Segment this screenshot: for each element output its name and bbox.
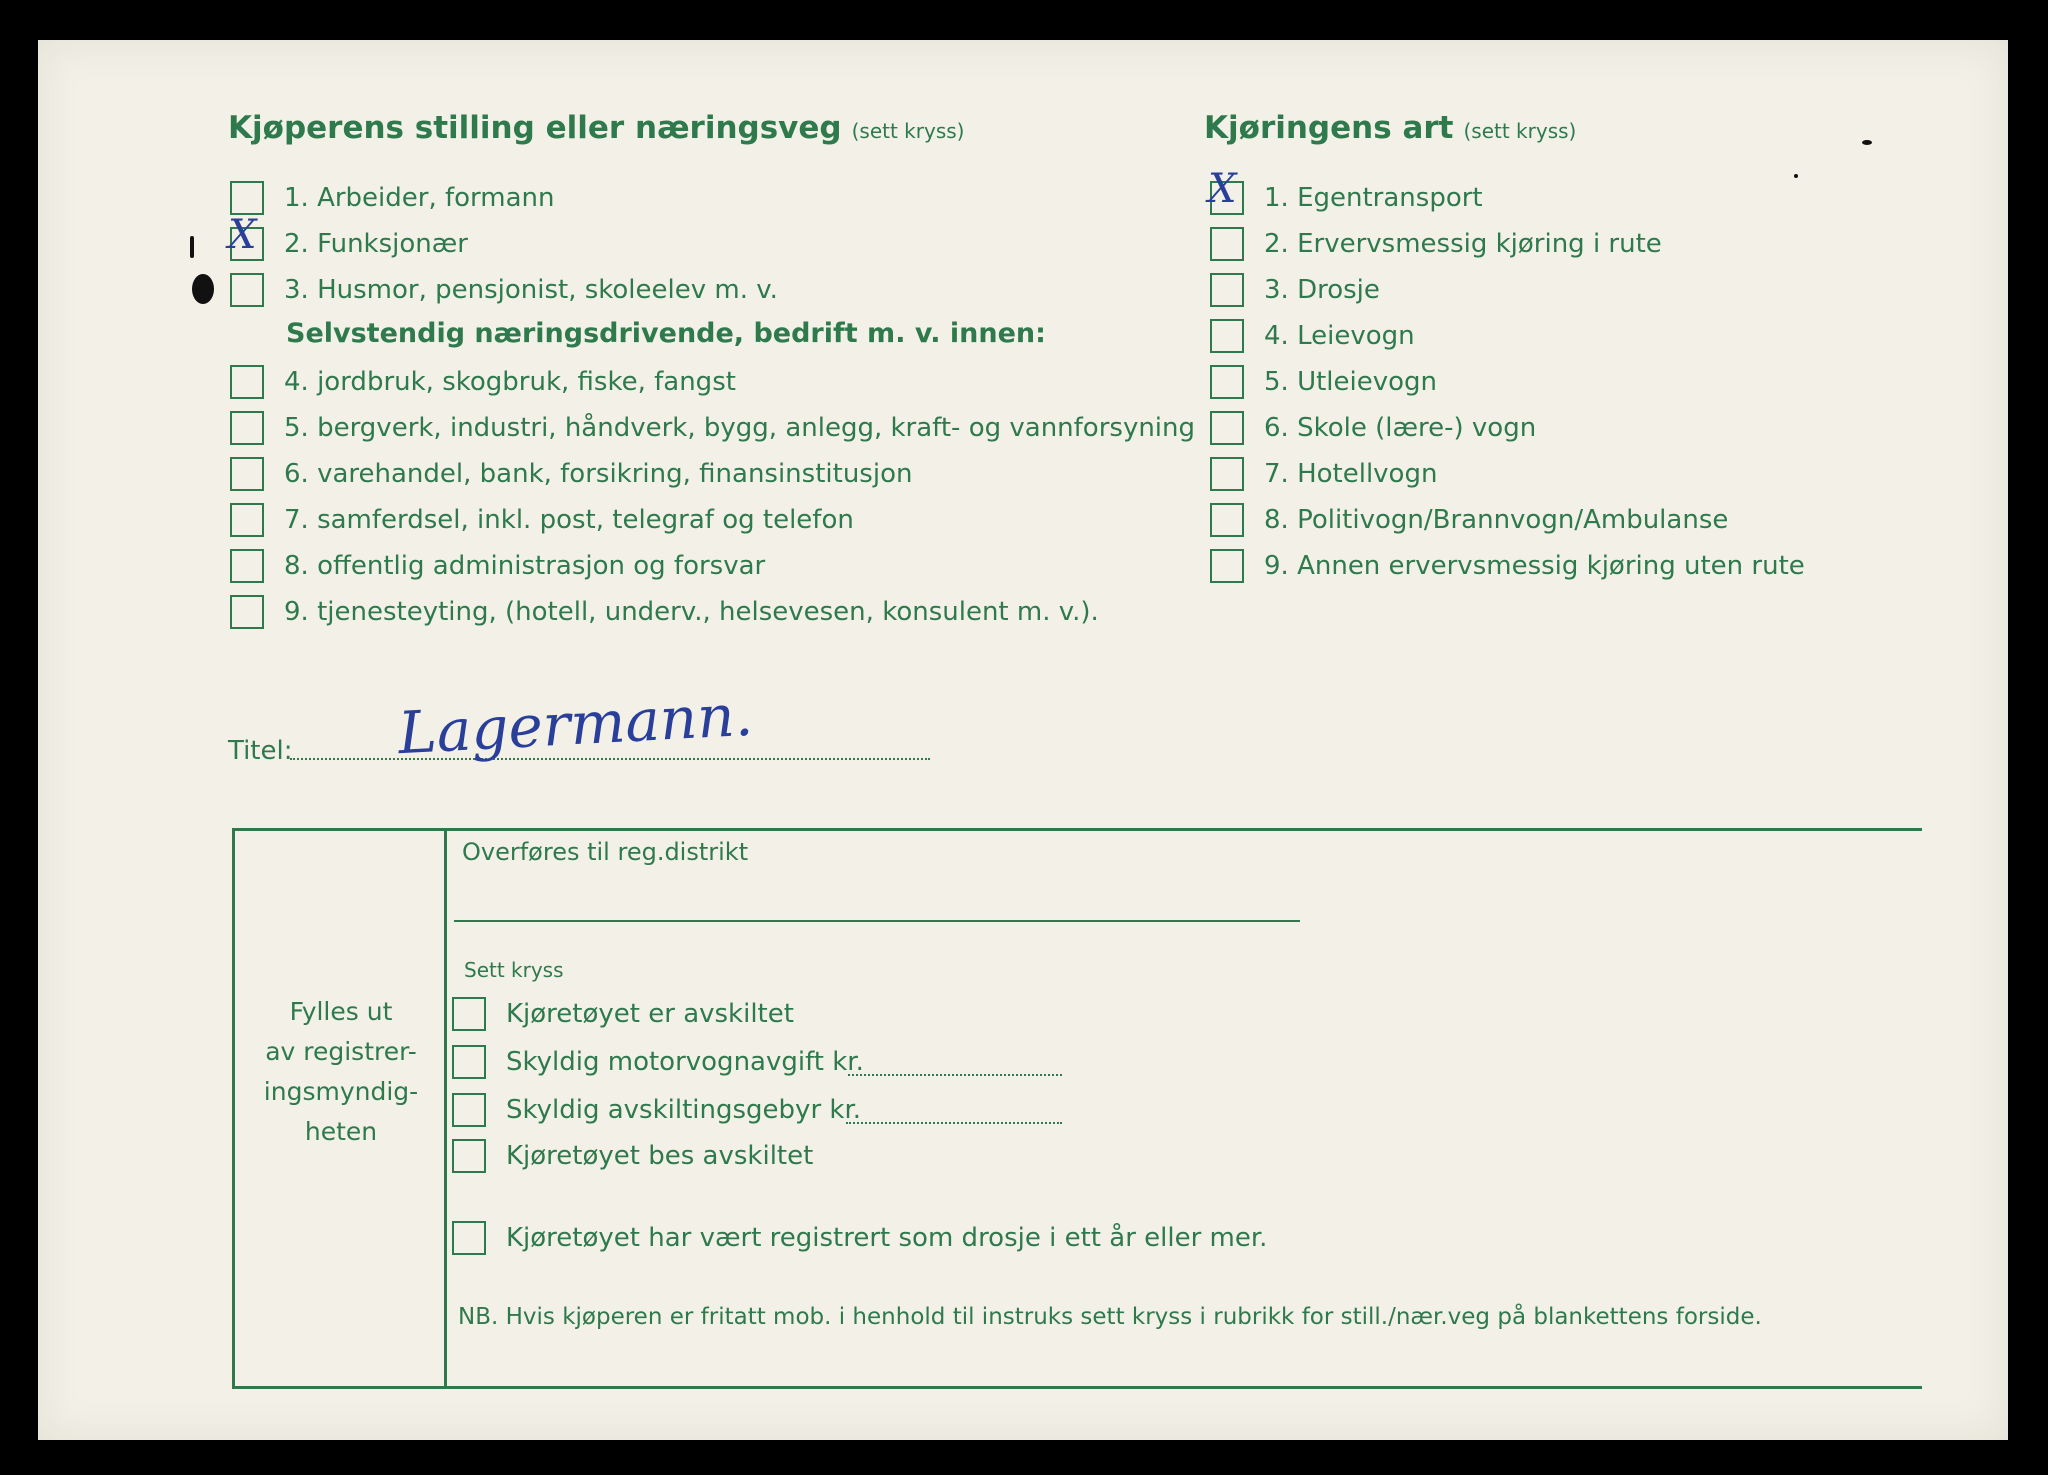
transport-type-option-8[interactable] (1210, 502, 1728, 538)
ink-speck (1862, 140, 1872, 145)
occupation-option-3[interactable] (230, 272, 778, 308)
right-title-note: (sett kryss) (1463, 119, 1577, 143)
checkbox[interactable] (452, 997, 486, 1031)
option-label: Kjøretøyet bes avskiltet (506, 1141, 814, 1171)
option-label: 1. Egentransport (1264, 183, 1483, 213)
transfer-district-label: Overføres til reg.distrikt (462, 838, 749, 866)
handwritten-check-mark: X (228, 212, 257, 258)
fill-label-line: heten (304, 1117, 378, 1146)
checkbox[interactable] (230, 549, 264, 583)
checkbox-checked[interactable] (1208, 166, 1244, 215)
checkbox[interactable] (230, 595, 264, 629)
handwritten-check-mark: X (1208, 166, 1237, 212)
option-label: 5. bergverk, industri, håndverk, bygg, anlegg, kraft- og vannforsyning (284, 413, 1196, 443)
occupation-option-2[interactable] (228, 212, 468, 262)
option-label: 8. offentlig administrasjon og forsvar (284, 551, 766, 581)
checkbox[interactable] (230, 365, 264, 399)
fill-label-line: av registrer- (265, 1037, 417, 1066)
checkbox[interactable] (1210, 227, 1244, 261)
option-label: 6. varehandel, bank, forsikring, finansinstitusjon (284, 459, 913, 489)
option-label: 9. tjenesteyting, (hotell, underv., helsevesen, konsulent m. v.). (284, 597, 1099, 627)
option-label: 7. samferdsel, inkl. post, telegraf og telefon (284, 505, 854, 535)
option-label: 3. Drosje (1264, 275, 1380, 305)
option-label: 1. Arbeider, formann (284, 183, 555, 213)
checkbox[interactable] (452, 1139, 486, 1173)
fill-label-line: ingsmyndig- (263, 1077, 419, 1106)
reg-box-divider (444, 828, 447, 1389)
reg-check-taxi-one-year[interactable] (452, 1220, 1267, 1256)
ink-mark (190, 236, 194, 258)
ink-blot (192, 274, 214, 304)
transport-type-option-7[interactable] (1210, 456, 1437, 492)
fill-label-line: Fylles ut (289, 997, 393, 1026)
vehicle-tax-amount-line[interactable] (848, 1074, 1062, 1076)
form-sheet (38, 40, 2008, 1440)
occupation-option-5[interactable] (230, 410, 1195, 446)
option-label: 9. Annen ervervsmessig kjøring uten rute (1264, 551, 1805, 581)
checkbox[interactable] (1210, 549, 1244, 583)
transport-type-option-9[interactable] (1210, 548, 1805, 584)
option-label: 3. Husmor, pensjonist, skoleelev m. v. (284, 275, 778, 305)
option-label: 8. Politivogn/Brannvogn/Ambulanse (1264, 505, 1729, 535)
checkbox[interactable] (452, 1221, 486, 1255)
checkbox[interactable] (1210, 365, 1244, 399)
checkbox[interactable] (230, 503, 264, 537)
reg-box-bottom-border (232, 1386, 1922, 1389)
option-label: 7. Hotellvogn (1264, 459, 1438, 489)
occupation-option-7[interactable] (230, 502, 854, 538)
left-title-note: (sett kryss) (851, 119, 965, 143)
left-title-text: Kjøperens stilling eller næringsveg (228, 110, 842, 146)
nb-note: NB. Hvis kjøperen er fritatt mob. i henhold til instruks sett kryss i rubrikk for still./nær.veg på blankettens forside. (458, 1304, 1762, 1330)
right-title-text: Kjøringens art (1204, 110, 1454, 146)
titel-label: Titel: (228, 736, 293, 766)
option-label: Skyldig avskiltingsgebyr kr. (506, 1095, 862, 1125)
checkbox-checked[interactable] (228, 212, 264, 261)
option-label: 5. Utleievogn (1264, 367, 1438, 397)
transport-type-option-5[interactable] (1210, 364, 1437, 400)
checkbox[interactable] (452, 1093, 486, 1127)
checkbox[interactable] (1210, 319, 1244, 353)
option-label: 2. Ervervsmessig kjøring i rute (1264, 229, 1662, 259)
option-label: Skyldig motorvognavgift kr. (506, 1047, 864, 1077)
transport-type-option-6[interactable] (1210, 410, 1536, 446)
fill-in-by-authority-label (238, 992, 444, 1152)
reg-box-top-border (232, 828, 1922, 831)
transport-type-option-4[interactable] (1210, 318, 1415, 354)
option-label: Kjøretøyet er avskiltet (506, 999, 794, 1029)
checkbox[interactable] (452, 1045, 486, 1079)
option-label: 4. jordbruk, skogbruk, fiske, fangst (284, 367, 736, 397)
reg-check-deregistered[interactable] (452, 996, 794, 1032)
option-label: 2. Funksjonær (284, 229, 468, 259)
option-label: 4. Leievogn (1264, 321, 1415, 351)
transfer-district-line[interactable] (454, 920, 1300, 922)
titel-dotted-line (290, 758, 930, 760)
occupation-option-6[interactable] (230, 456, 912, 492)
titel-handwritten-value[interactable]: Lagermann. (396, 680, 755, 768)
occupation-option-4[interactable] (230, 364, 736, 400)
reg-check-request-deregister[interactable] (452, 1138, 813, 1174)
transport-type-option-3[interactable] (1210, 272, 1380, 308)
checkbox[interactable] (230, 273, 264, 307)
option-label: 6. Skole (lære-) vogn (1264, 413, 1537, 443)
self-employed-subheading: Selvstendig næringsdrivende, bedrift m. v. innen: (286, 318, 1046, 349)
sett-kryss-label: Sett kryss (464, 958, 564, 982)
left-section-title (228, 110, 964, 146)
checkbox[interactable] (1210, 411, 1244, 445)
reg-check-plate-fee[interactable] (452, 1092, 861, 1128)
occupation-option-9[interactable] (230, 594, 1099, 630)
ink-speck (1794, 174, 1798, 178)
transport-type-option-2[interactable] (1210, 226, 1662, 262)
occupation-option-8[interactable] (230, 548, 765, 584)
transport-type-option-1[interactable] (1208, 166, 1483, 216)
plate-fee-amount-line[interactable] (846, 1122, 1062, 1124)
checkbox[interactable] (230, 181, 264, 215)
checkbox[interactable] (230, 457, 264, 491)
reg-check-vehicle-tax[interactable] (452, 1044, 864, 1080)
occupation-option-1[interactable] (230, 180, 555, 216)
checkbox[interactable] (1210, 503, 1244, 537)
checkbox[interactable] (230, 411, 264, 445)
option-label: Kjøretøyet har vært registrert som drosje i ett år eller mer. (506, 1223, 1268, 1253)
checkbox[interactable] (1210, 457, 1244, 491)
checkbox[interactable] (1210, 273, 1244, 307)
right-section-title (1204, 110, 1576, 146)
reg-box-left-border (232, 828, 235, 1389)
